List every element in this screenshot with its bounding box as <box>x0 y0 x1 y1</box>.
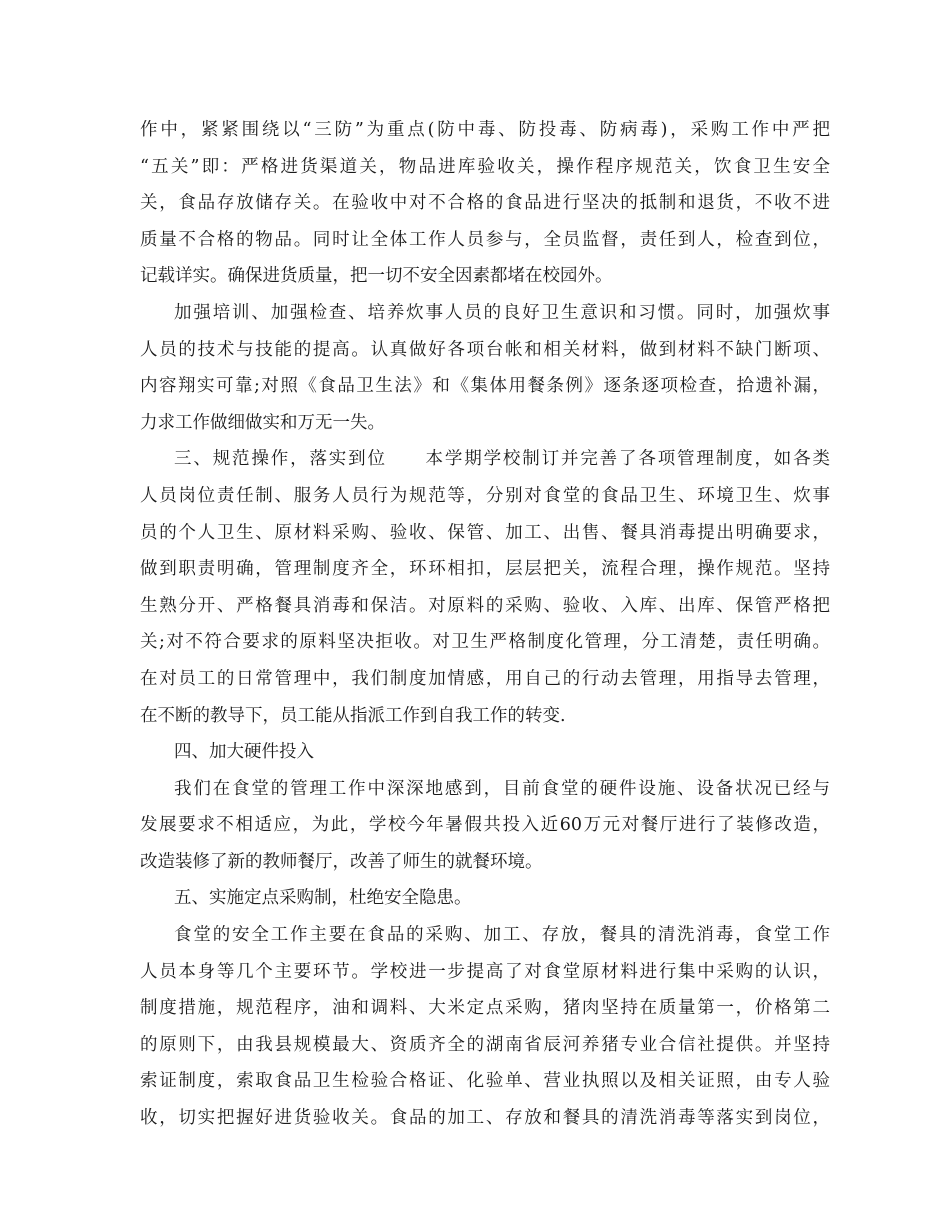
text-line: 在不断的教导下，员工能从指派工作到自我工作的转变. <box>140 705 566 726</box>
text-line: 生熟分开、严格餐具消毒和保洁。对原料的采购、验收、入库、出库、保管严格把 <box>140 595 830 616</box>
text-line: 关;对不符合要求的原料坚决拒收。对卫生严格制度化管理，分工清楚，责任明确。 <box>140 632 830 653</box>
text-line: 关，食品存放储存关。在验收中对不合格的食品进行坚决的抵制和退货，不收不进 <box>140 193 830 214</box>
text-line: 发展要求不相适应，为此，学校今年暑假共投入近60万元对餐厅进行了装修改造， <box>140 815 830 836</box>
text-line: 人员的技术与技能的提高。认真做好各项台帐和相关材料，做到材料不缺门断项、 <box>140 339 830 360</box>
text-line: 记载详实。确保进货质量，把一切不安全因素都堵在校园外。 <box>140 266 613 287</box>
text-line: 索证制度，索取食品卫生检验合格证、化验单、营业执照以及相关证照，由专人验 <box>140 1071 830 1092</box>
text-line: 人员本身等几个主要环节。学校进一步提高了对食堂原材料进行集中采购的认识， <box>140 961 830 982</box>
section-heading: 五、实施定点采购制，杜绝安全隐患。 <box>174 888 472 909</box>
text-line: 质量不合格的物品。同时让全体工作人员参与，全员监督，责任到人，检查到位， <box>140 229 830 250</box>
text-line: 制度措施，规范程序，油和调料、大米定点采购，猪肉坚持在质量第一，价格第二 <box>140 998 830 1019</box>
text-line: 在对员工的日常管理中，我们制度加情感，用自己的行动去管理，用指导去管理， <box>140 668 830 689</box>
text-line: 收，切实把握好进货验收关。食品的加工、存放和餐具的清洗消毒等落实到岗位， <box>140 1108 830 1129</box>
text-line: 作中，紧紧围绕以“三防”为重点(防中毒、防投毒、防病毒)，采购工作中严把 <box>140 120 830 140</box>
paragraph-start-line: 加强培训、加强检查、培养炊事人员的良好卫生意识和习惯。同时，加强炊事 <box>174 302 830 323</box>
section-heading: 四、加大硬件投入 <box>174 742 314 763</box>
text-line: 力求工作做细做实和万无一失。 <box>140 412 385 433</box>
text-line: 内容翔实可靠;对照《食品卫生法》和《集体用餐条例》逐条逐项检查，拾遗补漏， <box>140 376 830 397</box>
text-line: 的原则下，由我县规模最大、资质齐全的湖南省辰河养猪专业合信社提供。并坚持 <box>140 1034 830 1055</box>
text-line: 员的个人卫生、原材料采购、验收、保管、加工、出售、餐具消毒提出明确要求， <box>140 522 830 543</box>
paragraph-start-line: 食堂的安全工作主要在食品的采购、加工、存放，餐具的清洗消毒，食堂工作 <box>174 925 830 946</box>
body-text <box>140 112 830 1137</box>
paragraph-start-line: 我们在食堂的管理工作中深深地感到，目前食堂的硬件设施、设备状况已经与 <box>174 778 830 799</box>
text-line: 改造装修了新的教师餐厅，改善了师生的就餐环境。 <box>140 851 543 872</box>
text-line: 做到职责明确，管理制度齐全，环环相扣，层层把关，流程合理，操作规范。坚持 <box>140 559 830 580</box>
text-line: “五关”即：严格进货渠道关，物品进库验收关，操作程序规范关，饮食卫生安全 <box>140 156 830 177</box>
text-line: 人员岗位责任制、服务人员行为规范等，分别对食堂的食品卫生、环境卫生、炊事 <box>140 485 830 506</box>
section-heading-line: 三、规范操作，落实到位 本学期学校制订并完善了各项管理制度，如各类 <box>174 449 830 470</box>
